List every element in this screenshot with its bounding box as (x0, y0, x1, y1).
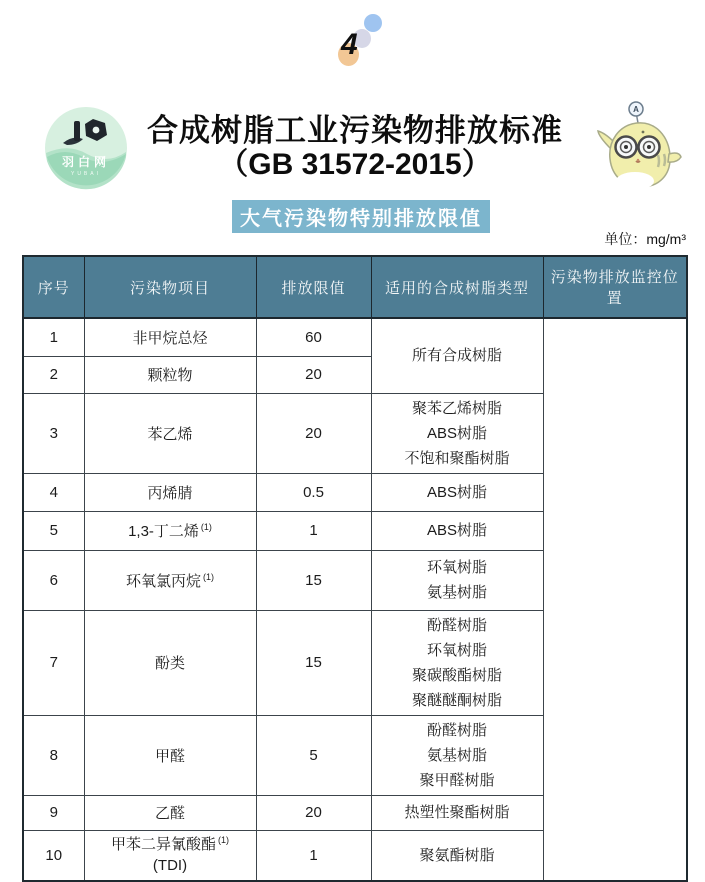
cell-resin-types: 酚醛树脂 环氧树脂 聚碳酸酯树脂 聚醚醚酮树脂 (371, 610, 543, 715)
page-number-decoration (336, 6, 386, 68)
mascot-badge-letter: A (633, 105, 639, 114)
table-header (23, 256, 687, 318)
emission-limits-table (22, 255, 688, 882)
cell-serial: 10 (23, 830, 84, 881)
cell-resin-types: ABS树脂 (371, 473, 543, 511)
cell-pollutant: 颗粒物 (84, 356, 256, 393)
cell-resin-types: 热塑性聚酯树脂 (371, 795, 543, 830)
cell-pollutant: 乙醛 (84, 795, 256, 830)
header-limit: 排放限值 (256, 256, 371, 318)
cell-serial: 2 (23, 356, 84, 393)
header-resin: 适用的合成树脂类型 (371, 256, 543, 318)
cell-serial: 1 (23, 318, 84, 356)
cell-serial: 9 (23, 795, 84, 830)
cell-resin-types: 环氧树脂 氨基树脂 (371, 550, 543, 610)
header-serial: 序号 (23, 256, 84, 318)
cell-pollutant: 丙烯腈 (84, 473, 256, 511)
mascot-chick (581, 99, 699, 197)
cell-pollutant: 甲苯二异氰酸酯 $^{(1)}$ (TDI) (84, 830, 256, 881)
cell-serial: 6 (23, 550, 84, 610)
yubai-logo (43, 105, 129, 191)
cell-limit: 20 (256, 356, 371, 393)
document-subtitle: （GB 31572-2015） (218, 148, 492, 181)
cell-resin-types: 所有合成树脂 (371, 318, 543, 393)
cell-limit: 1 (256, 511, 371, 550)
blue-dot-icon (364, 14, 382, 32)
document-title: 合成树脂工业污染物排放标准 (147, 113, 563, 148)
cell-resin-types: ABS树脂 (371, 511, 543, 550)
header-pollutant: 污染物项目 (84, 256, 256, 318)
cell-limit: 5 (256, 715, 371, 795)
mascot-chick-icon (581, 99, 699, 197)
cell-pollutant: 甲醛 (84, 715, 256, 795)
cell-limit: 15 (256, 610, 371, 715)
table-header-row (23, 256, 687, 318)
cell-pollutant: 酚类 (84, 610, 256, 715)
cell-limit: 60 (256, 318, 371, 356)
title-block (129, 114, 581, 182)
yubai-logo-icon (43, 105, 129, 191)
cell-serial: 5 (23, 511, 84, 550)
section-banner: 大气污染物特别排放限值 (232, 200, 490, 233)
cell-pollutant: 环氧氯丙烷 $^{(1)}$ (84, 550, 256, 610)
cell-serial: 4 (23, 473, 84, 511)
table-body (23, 318, 687, 881)
header-monitor: 污染物排放监控位置 (543, 256, 687, 318)
footnote-marker: (1) (200, 522, 212, 532)
table-row (23, 318, 687, 356)
cell-limit: 0.5 (256, 473, 371, 511)
cell-limit: 20 (256, 795, 371, 830)
cell-resin-types: 聚氨酯树脂 (371, 830, 543, 881)
banner-row (0, 200, 705, 252)
cell-limit: 15 (256, 550, 371, 610)
cell-pollutant: 非甲烷总烃 (84, 318, 256, 356)
cell-serial: 8 (23, 715, 84, 795)
unit-label: 单位：mg/m³ (604, 231, 686, 247)
cell-serial: 3 (23, 393, 84, 473)
cell-resin-types: 聚苯乙烯树脂 ABS树脂 不饱和聚酯树脂 (371, 393, 543, 473)
cell-pollutant: 苯乙烯 (84, 393, 256, 473)
footnote-marker: (1) (203, 571, 214, 582)
logo-name-text: 羽白网 (61, 155, 111, 169)
cell-resin-types: 酚醛树脂 氨基树脂 聚甲醛树脂 (371, 715, 543, 795)
cell-limit: 20 (256, 393, 371, 473)
footnote-marker: (1) (218, 834, 229, 845)
cell-pollutant: 1,3-丁二烯 $^{(1)}$ (84, 511, 256, 550)
page-number: 4 (341, 28, 358, 61)
cell-limit: 1 (256, 830, 371, 881)
cell-serial: 7 (23, 610, 84, 715)
logo-subtext: YUBAI (70, 171, 102, 177)
cell-monitor-position (543, 318, 687, 881)
document-header (0, 98, 705, 198)
